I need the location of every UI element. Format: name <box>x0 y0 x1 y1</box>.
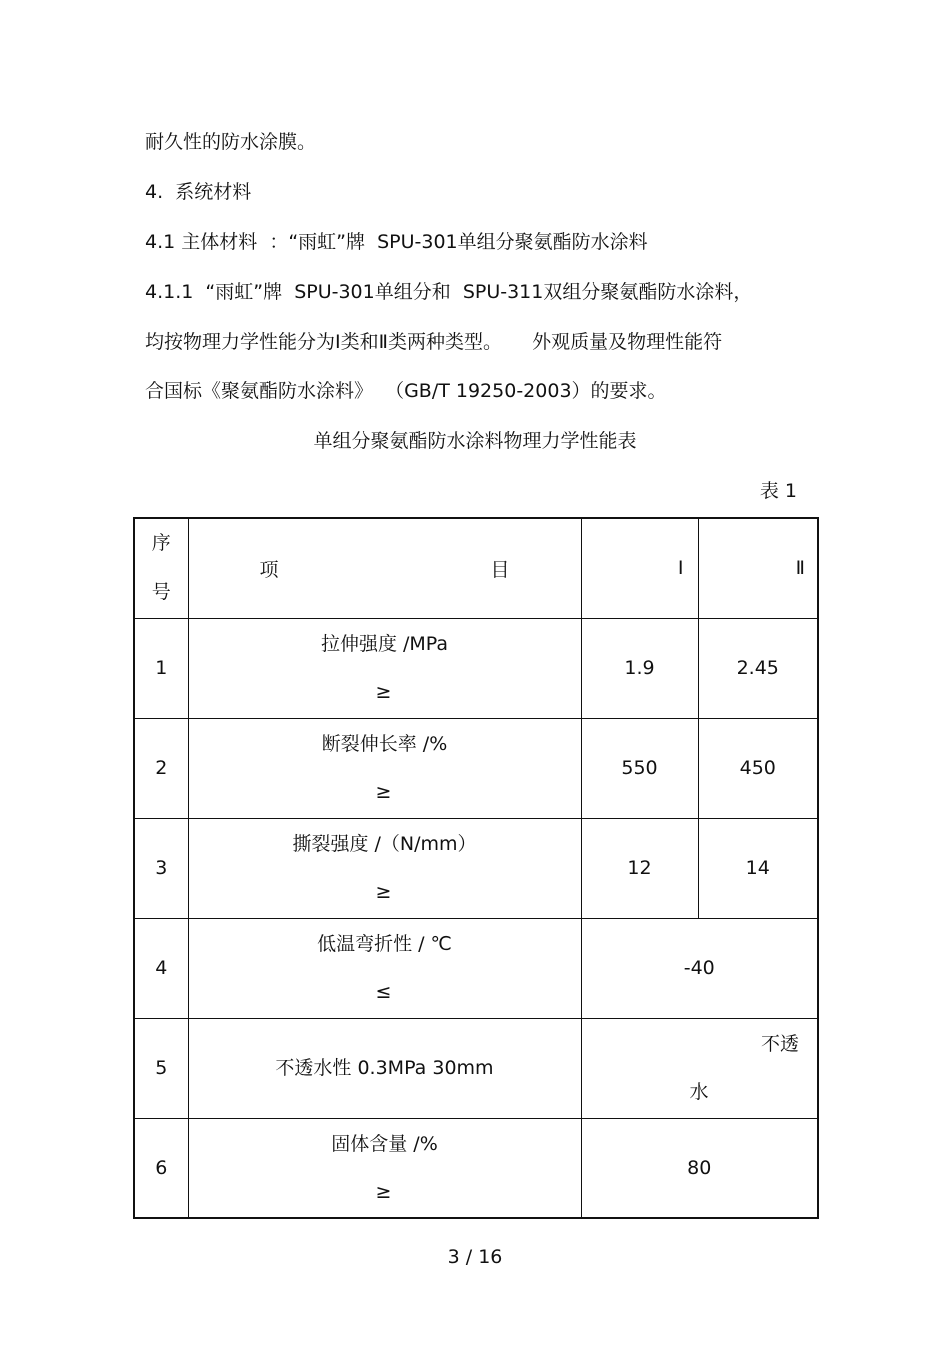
table-number: 表 1 <box>759 480 797 502</box>
row-value-type-2: 2.45 <box>698 618 818 718</box>
row-seq: 2 <box>134 718 188 818</box>
row-seq: 4 <box>134 918 188 1018</box>
subsection-heading-4-1: 4.1 主体材料 ：“雨虹”牌 SPU-301单组分聚氨酯防水涂料 <box>145 231 648 253</box>
row-item: 低温弯折性 / ℃ ≤ <box>188 918 581 1018</box>
row-seq: 6 <box>134 1118 188 1218</box>
row-value-type-1: 550 <box>581 718 698 818</box>
row-item: 拉伸强度 /MPa ≥ <box>188 618 581 718</box>
gte-symbol: ≥ <box>375 881 392 903</box>
table-row <box>134 718 818 818</box>
header-seq: 序 号 <box>134 518 188 618</box>
table-row <box>134 1018 818 1118</box>
row-value-type-1: 12 <box>581 818 698 918</box>
row-seq: 3 <box>134 818 188 918</box>
table-row <box>134 818 818 918</box>
properties-table <box>133 517 819 1219</box>
section-heading-4: 4. 系统材料 <box>145 181 252 203</box>
row-item: 撕裂强度 /（N/mm） ≥ <box>188 818 581 918</box>
paragraph-line-1: 耐久性的防水涂膜。 <box>145 131 317 153</box>
row-value-merged: 不透 水 <box>581 1018 818 1118</box>
row-seq: 1 <box>134 618 188 718</box>
table-row <box>134 618 818 718</box>
table-caption: 单组分聚氨酯防水涂料物理力学性能表 <box>313 430 637 452</box>
row-value-type-2: 450 <box>698 718 818 818</box>
table-row <box>134 1118 818 1218</box>
row-value-type-2: 14 <box>698 818 818 918</box>
row-item: 断裂伸长率 /% ≥ <box>188 718 581 818</box>
gte-symbol: ≥ <box>375 681 392 703</box>
row-value-type-1: 1.9 <box>581 618 698 718</box>
header-item: 项 目 <box>188 518 581 618</box>
paragraph-4-1-1-line-1: 4.1.1 “雨虹”牌 SPU-301单组分和 SPU-311双组分聚氨酯防水涂料， <box>145 281 753 303</box>
lte-symbol: ≤ <box>375 981 392 1003</box>
page-number: 3 / 16 <box>447 1246 503 1268</box>
row-item: 不透水性 0.3MPa 30mm <box>188 1018 581 1118</box>
row-value-merged: 80 <box>581 1118 818 1218</box>
row-seq: 5 <box>134 1018 188 1118</box>
table-row <box>134 918 818 1018</box>
gte-symbol: ≥ <box>375 1180 392 1203</box>
header-type-2: Ⅱ <box>698 518 818 618</box>
gte-symbol: ≥ <box>375 781 392 803</box>
header-type-1: Ⅰ <box>581 518 698 618</box>
paragraph-4-1-1-line-3: 合国标《聚氨酯防水涂料》 （GB/T 19250-2003）的要求。 <box>145 380 667 402</box>
row-item: 固体含量 /% ≥ <box>188 1118 581 1218</box>
table-header-row <box>134 518 818 618</box>
row-value-merged: -40 <box>581 918 818 1018</box>
paragraph-4-1-1-line-2: 均按物理力学性能分为Ⅰ类和Ⅱ类两种类型。 外观质量及物理性能符 <box>145 331 723 353</box>
